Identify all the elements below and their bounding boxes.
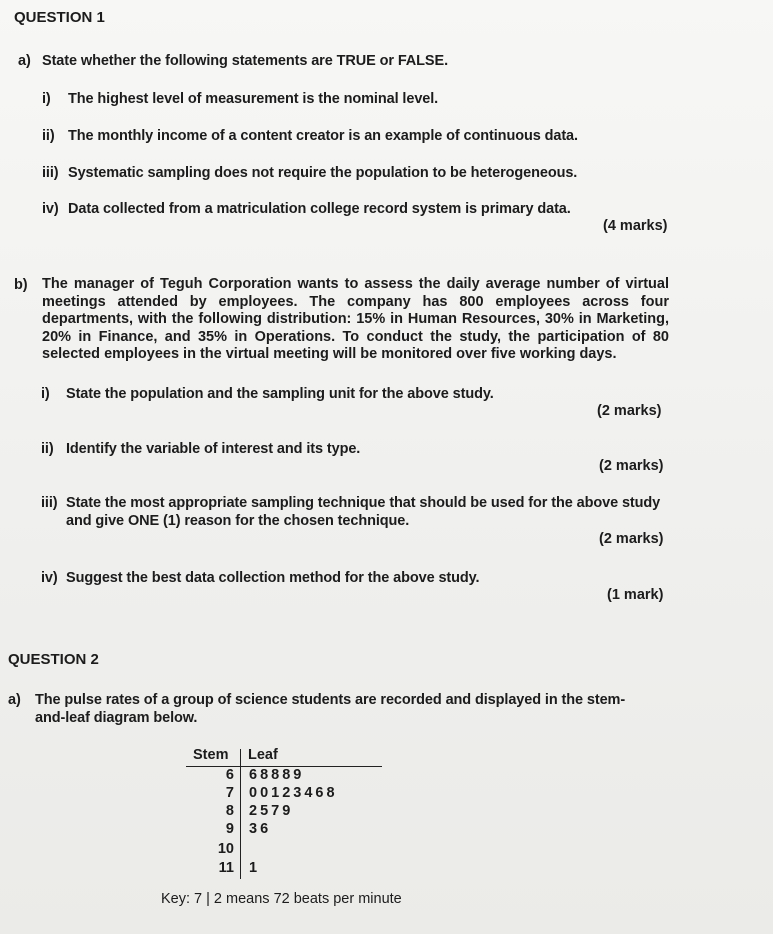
q2a-text-line: and-leaf diagram below. (35, 710, 198, 726)
stem-value: 10 (217, 841, 234, 857)
leaf-values: 2579 (249, 803, 294, 819)
stem-header: Stem (193, 747, 229, 763)
stem-value: 8 (225, 803, 234, 819)
leaf-values: 36 (249, 821, 272, 837)
q1b-item-marks: (2 marks) (599, 531, 664, 547)
stem-leaf-divider (240, 749, 241, 879)
q1b-item-text: State the most appropriate sampling technique that should be used for the above study (66, 495, 661, 511)
stem-value: 9 (225, 821, 234, 837)
q1b-item-marks: (2 marks) (599, 458, 664, 474)
q1b-scenario-line: meetings attended by employees. The company has 800 employees across four (42, 293, 669, 310)
leaf-header: Leaf (248, 747, 278, 763)
q1b-item-text: Identify the variable of interest and its type. (66, 441, 361, 457)
q1b-item-num: i) (41, 386, 50, 402)
stem-leaf-key: Key: 7 | 2 means 72 beats per minute (161, 891, 402, 907)
q1b-item-text: State the population and the sampling unit for the above study. (66, 386, 494, 402)
q1a-item-text: Data collected from a matriculation college record system is primary data. (68, 201, 571, 217)
q1a-intro: State whether the following statements are TRUE or FALSE. (42, 53, 449, 69)
q1a-item-text: Systematic sampling does not require the population to be heterogeneous. (68, 165, 578, 181)
q1a-item-text: The monthly income of a content creator is an example of continuous data. (68, 128, 578, 144)
question-2-title: QUESTION 2 (8, 651, 99, 668)
leaf-values: 00123468 (249, 785, 338, 801)
stem-value: 11 (218, 860, 234, 876)
q2a-text-line: The pulse rates of a group of science students are recorded and displayed in the stem- (35, 692, 626, 708)
q1b-scenario-line: The manager of Teguh Corporation wants to assess the daily average number of virtual (42, 276, 669, 292)
q1b-scenario-line: departments, with the following distribution: 15% in Human Resources, 30% in Marketing, (42, 311, 669, 328)
q1a-item-num: i) (42, 91, 51, 107)
leaf-values: 1 (249, 860, 261, 876)
q1b-item-num: iii) (41, 495, 58, 511)
q2a-label: a) (8, 692, 21, 708)
q1a-marks: (4 marks) (603, 218, 668, 234)
q1b-item-num: ii) (41, 441, 54, 457)
q1b-item-marks: (1 mark) (607, 587, 664, 603)
stem-value: 7 (225, 785, 234, 801)
q1b-scenario (42, 276, 669, 364)
q1b-item-num: iv) (41, 570, 58, 586)
q1a-item-num: ii) (42, 128, 55, 144)
q1b-item-marks: (2 marks) (597, 403, 662, 419)
q1b-item-text: Suggest the best data collection method for the above study. (66, 570, 480, 586)
stem-value: 6 (225, 767, 234, 783)
q1b-scenario-line: selected employees in the virtual meeting will be monitored over five working days. (42, 346, 617, 363)
question-1-title: QUESTION 1 (14, 9, 105, 26)
q1a-item-num: iv) (42, 201, 59, 217)
q1a-label: a) (18, 53, 31, 69)
q1a-item-num: iii) (42, 165, 59, 181)
q1a-item-text: The highest level of measurement is the nominal level. (68, 91, 439, 107)
q1b-label: b) (14, 277, 28, 293)
leaf-values: 68889 (249, 767, 305, 783)
q1b-item-text: and give ONE (1) reason for the chosen technique. (66, 513, 410, 529)
q1b-scenario-line: 20% in Finance, and 35% in Operations. To conduct the study, the participation of 80 (42, 328, 669, 345)
